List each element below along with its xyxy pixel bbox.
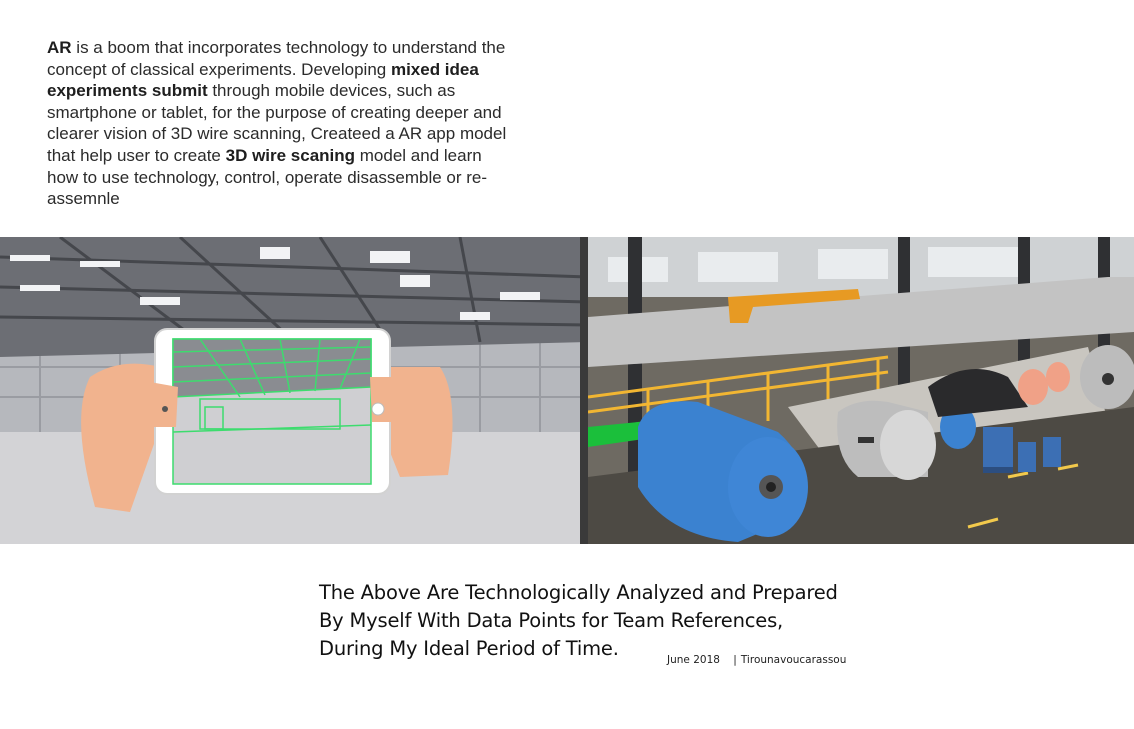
intro-text-1: is a boom that incorporates technology to understand the concept of classical experiments. Developing (47, 38, 506, 79)
caption-line-3: During My Ideal Period of Time. (319, 637, 619, 660)
intro-bold-mixed: mixed idea experiments submit (47, 59, 479, 101)
caption-line-1: The Above Are Technologically Analyzed and Prepared (319, 581, 838, 604)
credit-year: 2018 (693, 654, 720, 666)
image-strip (0, 237, 1134, 544)
intro-paragraph (47, 37, 517, 210)
intro-bold-ar: AR (47, 38, 72, 57)
intro-text-3: model and learn how to use technology, control, operate disassemble or re-assemnle (47, 145, 488, 209)
intro-text-2: through mobile devices, such as smartphone or tablet, for the purpose of creating deeper and clearer vision of 3D wire scanning, Createed a AR app model that help user to create (47, 81, 507, 165)
credit-month: June (667, 654, 690, 666)
factory-machinery-image (588, 237, 1134, 544)
factory-illustration (588, 237, 1134, 544)
tablet-ar-image (0, 237, 588, 544)
caption-line-2: By Myself With Data Points for Team References, (319, 609, 784, 632)
intro-bold-3d: 3D wire scaning (225, 145, 356, 165)
credit-line (667, 654, 846, 666)
caption-block (319, 579, 859, 663)
warehouse-illustration (0, 237, 588, 544)
credit-author: Tirounavoucarassou (740, 654, 847, 666)
credit-separator: | (733, 654, 737, 666)
